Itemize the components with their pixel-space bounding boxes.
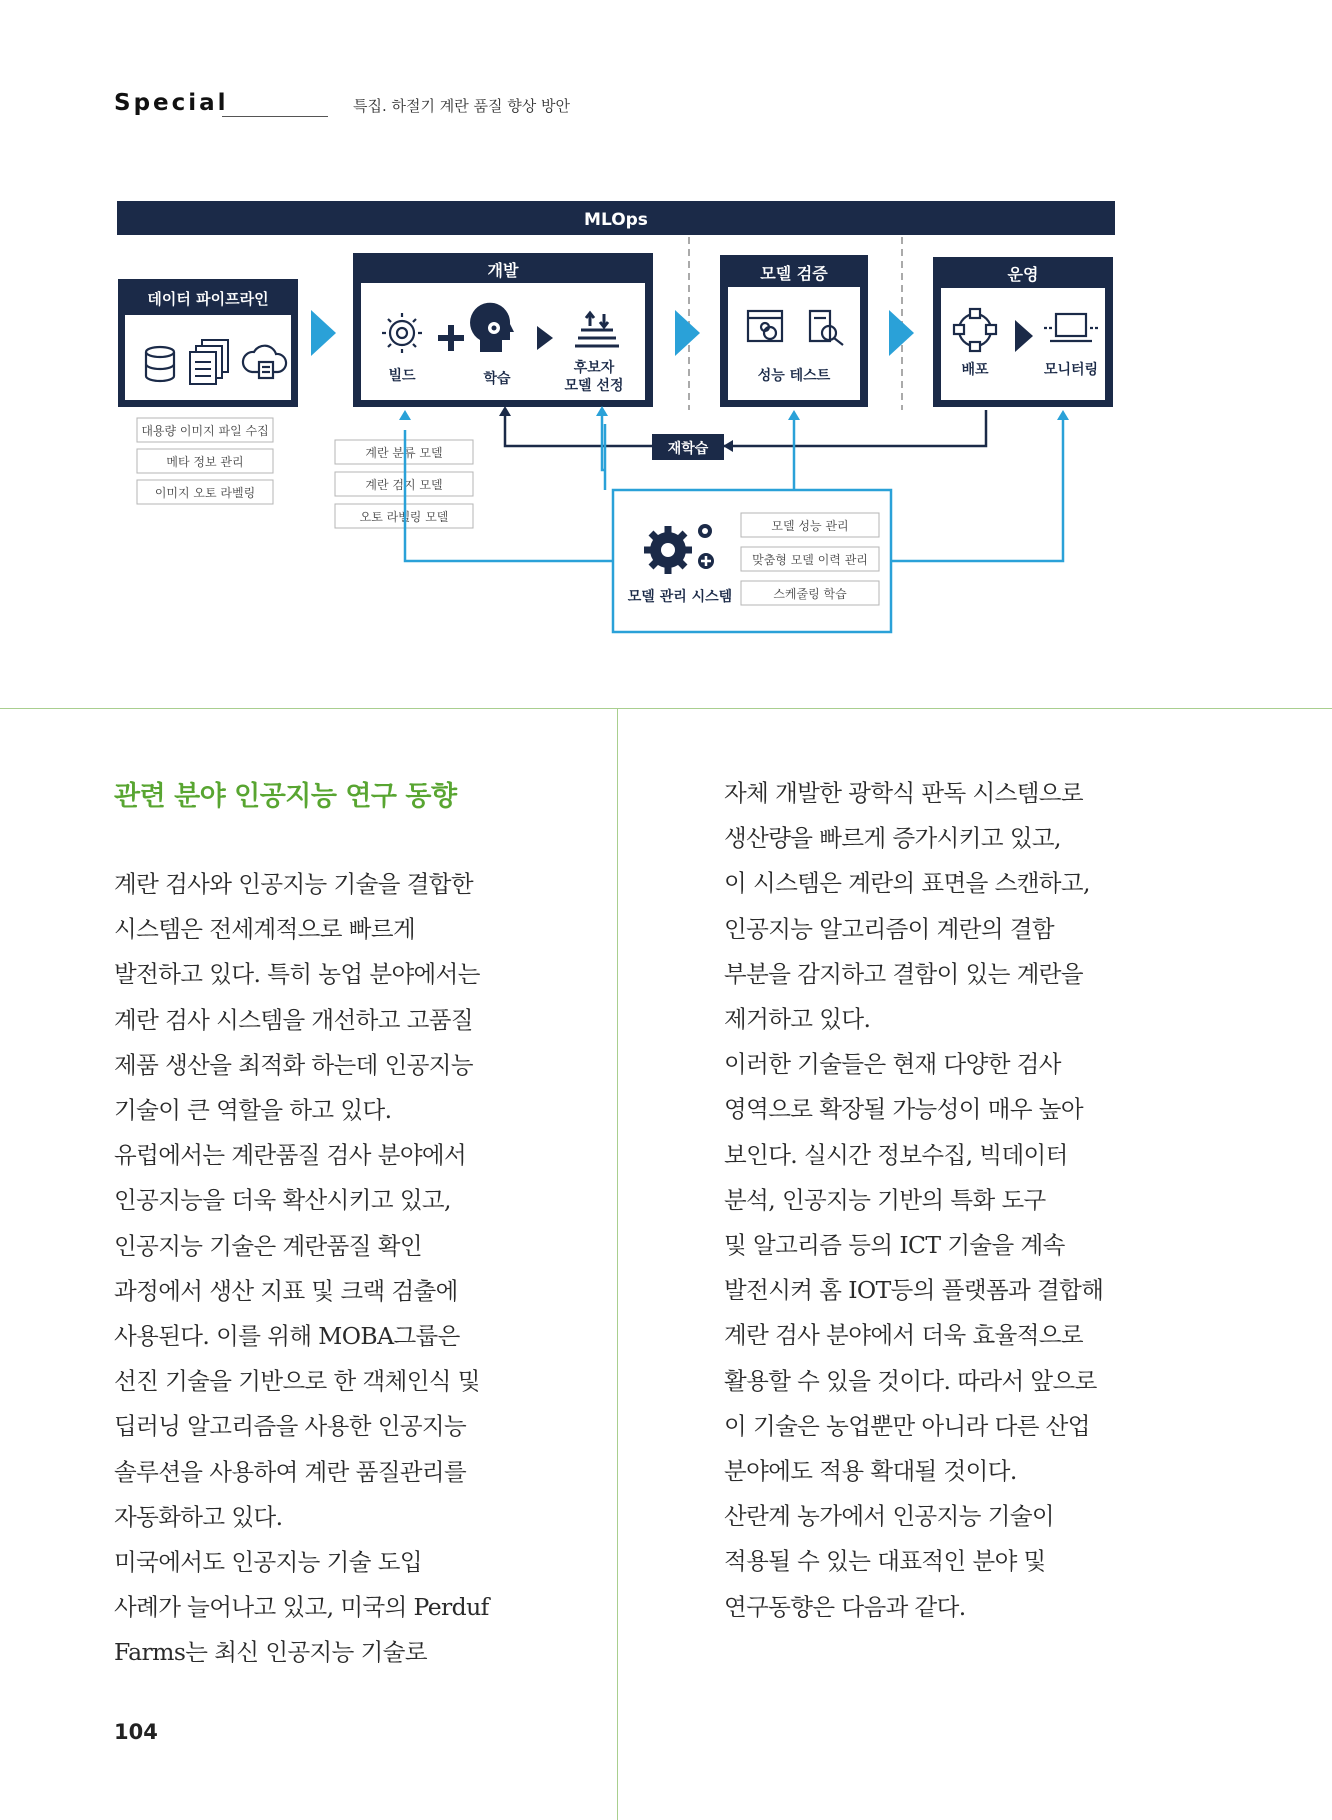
- arrow-up-icon: [1057, 410, 1069, 420]
- model-item: 오토 라벨링 모델: [359, 510, 449, 524]
- horizontal-divider: [0, 708, 1332, 709]
- retrain-label: 재학습: [667, 441, 709, 457]
- development-box: [353, 253, 653, 407]
- body-text-line: 인공지능 알고리즘이 계란의 결함: [724, 914, 1055, 943]
- arrow-up-icon: [596, 406, 608, 416]
- development-title: 개발: [487, 261, 519, 280]
- body-text-line: 연구동향은 다음과 같다.: [724, 1592, 966, 1621]
- article-column-left: [114, 862, 489, 1676]
- arrow-up-icon: [499, 406, 511, 416]
- body-text-line: 및 알고리즘 등의 ICT 기술을 계속: [724, 1231, 1065, 1260]
- validation-box: [720, 255, 868, 407]
- body-text-line: 사례가 늘어나고 있고, 미국의 Perduf: [114, 1593, 489, 1622]
- body-text-line: 딥러닝 알고리즘을 사용한 인공지능: [114, 1412, 467, 1441]
- body-text-line: Farms는 최신 인공지능 기술로: [114, 1638, 427, 1667]
- column-divider: [617, 708, 618, 1820]
- validation-title: 모델 검증: [760, 264, 828, 283]
- mlops-diagram: [0, 0, 1332, 700]
- files-icon: [190, 340, 228, 384]
- operation-title: 운영: [1007, 265, 1039, 284]
- deploy-label: 배포: [961, 362, 989, 378]
- body-text-line: 보인다. 실시간 정보수집, 빅데이터: [724, 1140, 1068, 1169]
- model-item: 계란 검지 모델: [365, 478, 443, 492]
- select-label-line2: 모델 선정: [564, 378, 624, 394]
- mlops-banner-label: MLOps: [584, 210, 648, 230]
- body-text-line: 이 시스템은 계란의 표면을 스캔하고,: [724, 869, 1090, 898]
- body-text-line: 유럽에서는 계란품질 검사 분야에서: [114, 1141, 467, 1170]
- management-item: 맞춤형 모델 이력 관리: [752, 553, 868, 567]
- body-text-line: 계란 검사 시스템을 개선하고 고품질: [114, 1005, 473, 1034]
- pipeline-item: 메타 정보 관리: [166, 455, 244, 469]
- body-text-line: 부분을 감지하고 결함이 있는 계란을: [724, 959, 1083, 988]
- body-text-line: 이 기술은 농업뿐만 아니라 다른 산업: [724, 1411, 1090, 1440]
- body-text-line: 기술이 큰 역할을 하고 있다.: [114, 1096, 392, 1125]
- body-text-line: 과정에서 생산 지표 및 크랙 검출에: [114, 1276, 458, 1305]
- arrow-left-icon: [723, 440, 733, 452]
- model-item: 계란 분류 모델: [365, 446, 443, 460]
- body-text-line: 제품 생산을 최적화 하는데 인공지능: [114, 1050, 473, 1079]
- body-text-line: 제거하고 있다.: [724, 1005, 871, 1034]
- article-column-right: [724, 771, 1103, 1630]
- body-text-line: 발전시켜 홈 IOT등의 플랫폼과 결합해: [724, 1276, 1104, 1305]
- flow-arrow-icon: [311, 310, 336, 356]
- management-title: 모델 관리 시스템: [627, 589, 733, 605]
- body-text-line: 적용될 수 있는 대표적인 분야 및: [724, 1547, 1046, 1576]
- pipeline-item: 대용량 이미지 파일 수집: [141, 424, 269, 438]
- build-label: 빌드: [388, 368, 416, 384]
- header-subtitle: 특집. 하절기 계란 품질 향상 방안: [353, 97, 570, 115]
- body-text-line: 인공지능 기술은 계란품질 확인: [114, 1231, 422, 1260]
- body-text-line: 솔루션을 사용하여 계란 품질관리를: [114, 1457, 467, 1486]
- select-label-line1: 후보자: [573, 360, 615, 376]
- data-pipeline-title: 데이터 파이프라인: [147, 290, 269, 308]
- page-number: 104: [114, 1720, 158, 1744]
- body-text-line: 사용된다. 이를 위해 MOBA그룹은: [114, 1322, 460, 1351]
- management-system-box: [613, 490, 891, 632]
- body-text-line: 계란 검사 분야에서 더욱 효율적으로: [724, 1321, 1083, 1350]
- flow-arrow-icon: [675, 310, 700, 356]
- body-text-line: 미국에서도 인공지능 기술 도입: [114, 1548, 422, 1577]
- section-title: 관련 분야 인공지능 연구 동향: [114, 781, 457, 812]
- body-text-line: 인공지능을 더욱 확산시키고 있고,: [114, 1186, 451, 1215]
- body-text-line: 산란계 농가에서 인공지능 기술이: [724, 1502, 1055, 1531]
- management-item: 모델 성능 관리: [771, 519, 849, 533]
- body-text-line: 분야에도 적용 확대될 것이다.: [724, 1457, 1017, 1486]
- body-text-line: 시스템은 전세계적으로 빠르게: [114, 915, 416, 944]
- body-text-line: 분석, 인공지능 기반의 특화 도구: [724, 1185, 1046, 1214]
- learn-label: 학습: [483, 371, 511, 387]
- body-text-line: 선진 기술을 기반으로 한 객체인식 및: [114, 1367, 480, 1396]
- management-item: 스케줄링 학습: [773, 587, 847, 601]
- arrow-up-icon: [788, 410, 800, 420]
- monitoring-label: 모니터링: [1043, 362, 1099, 378]
- body-text-line: 생산량을 빠르게 증가시키고 있고,: [724, 824, 1061, 853]
- data-pipeline-box: [118, 279, 298, 407]
- section-label: Special: [114, 90, 229, 116]
- data-pipeline-items: [137, 418, 273, 504]
- retrain-connectors: [505, 410, 986, 446]
- performance-test-label: 성능 테스트: [757, 368, 831, 384]
- pipeline-item: 이미지 오토 라벨링: [154, 486, 256, 500]
- arrow-up-icon: [399, 410, 411, 420]
- body-text-line: 자동화하고 있다.: [114, 1502, 283, 1531]
- operation-box: [933, 257, 1113, 407]
- body-text-line: 활용할 수 있을 것이다. 따라서 앞으로: [724, 1366, 1097, 1395]
- body-text-line: 발전하고 있다. 특히 농업 분야에서는: [114, 960, 480, 989]
- body-text-line: 이러한 기술들은 현재 다양한 검사: [724, 1050, 1061, 1079]
- body-text-line: 계란 검사와 인공지능 기술을 결합한: [114, 870, 473, 898]
- body-text-line: 자체 개발한 광학식 판독 시스템으로: [724, 779, 1083, 807]
- body-text-line: 영역으로 확장될 가능성이 매우 높아: [724, 1095, 1083, 1124]
